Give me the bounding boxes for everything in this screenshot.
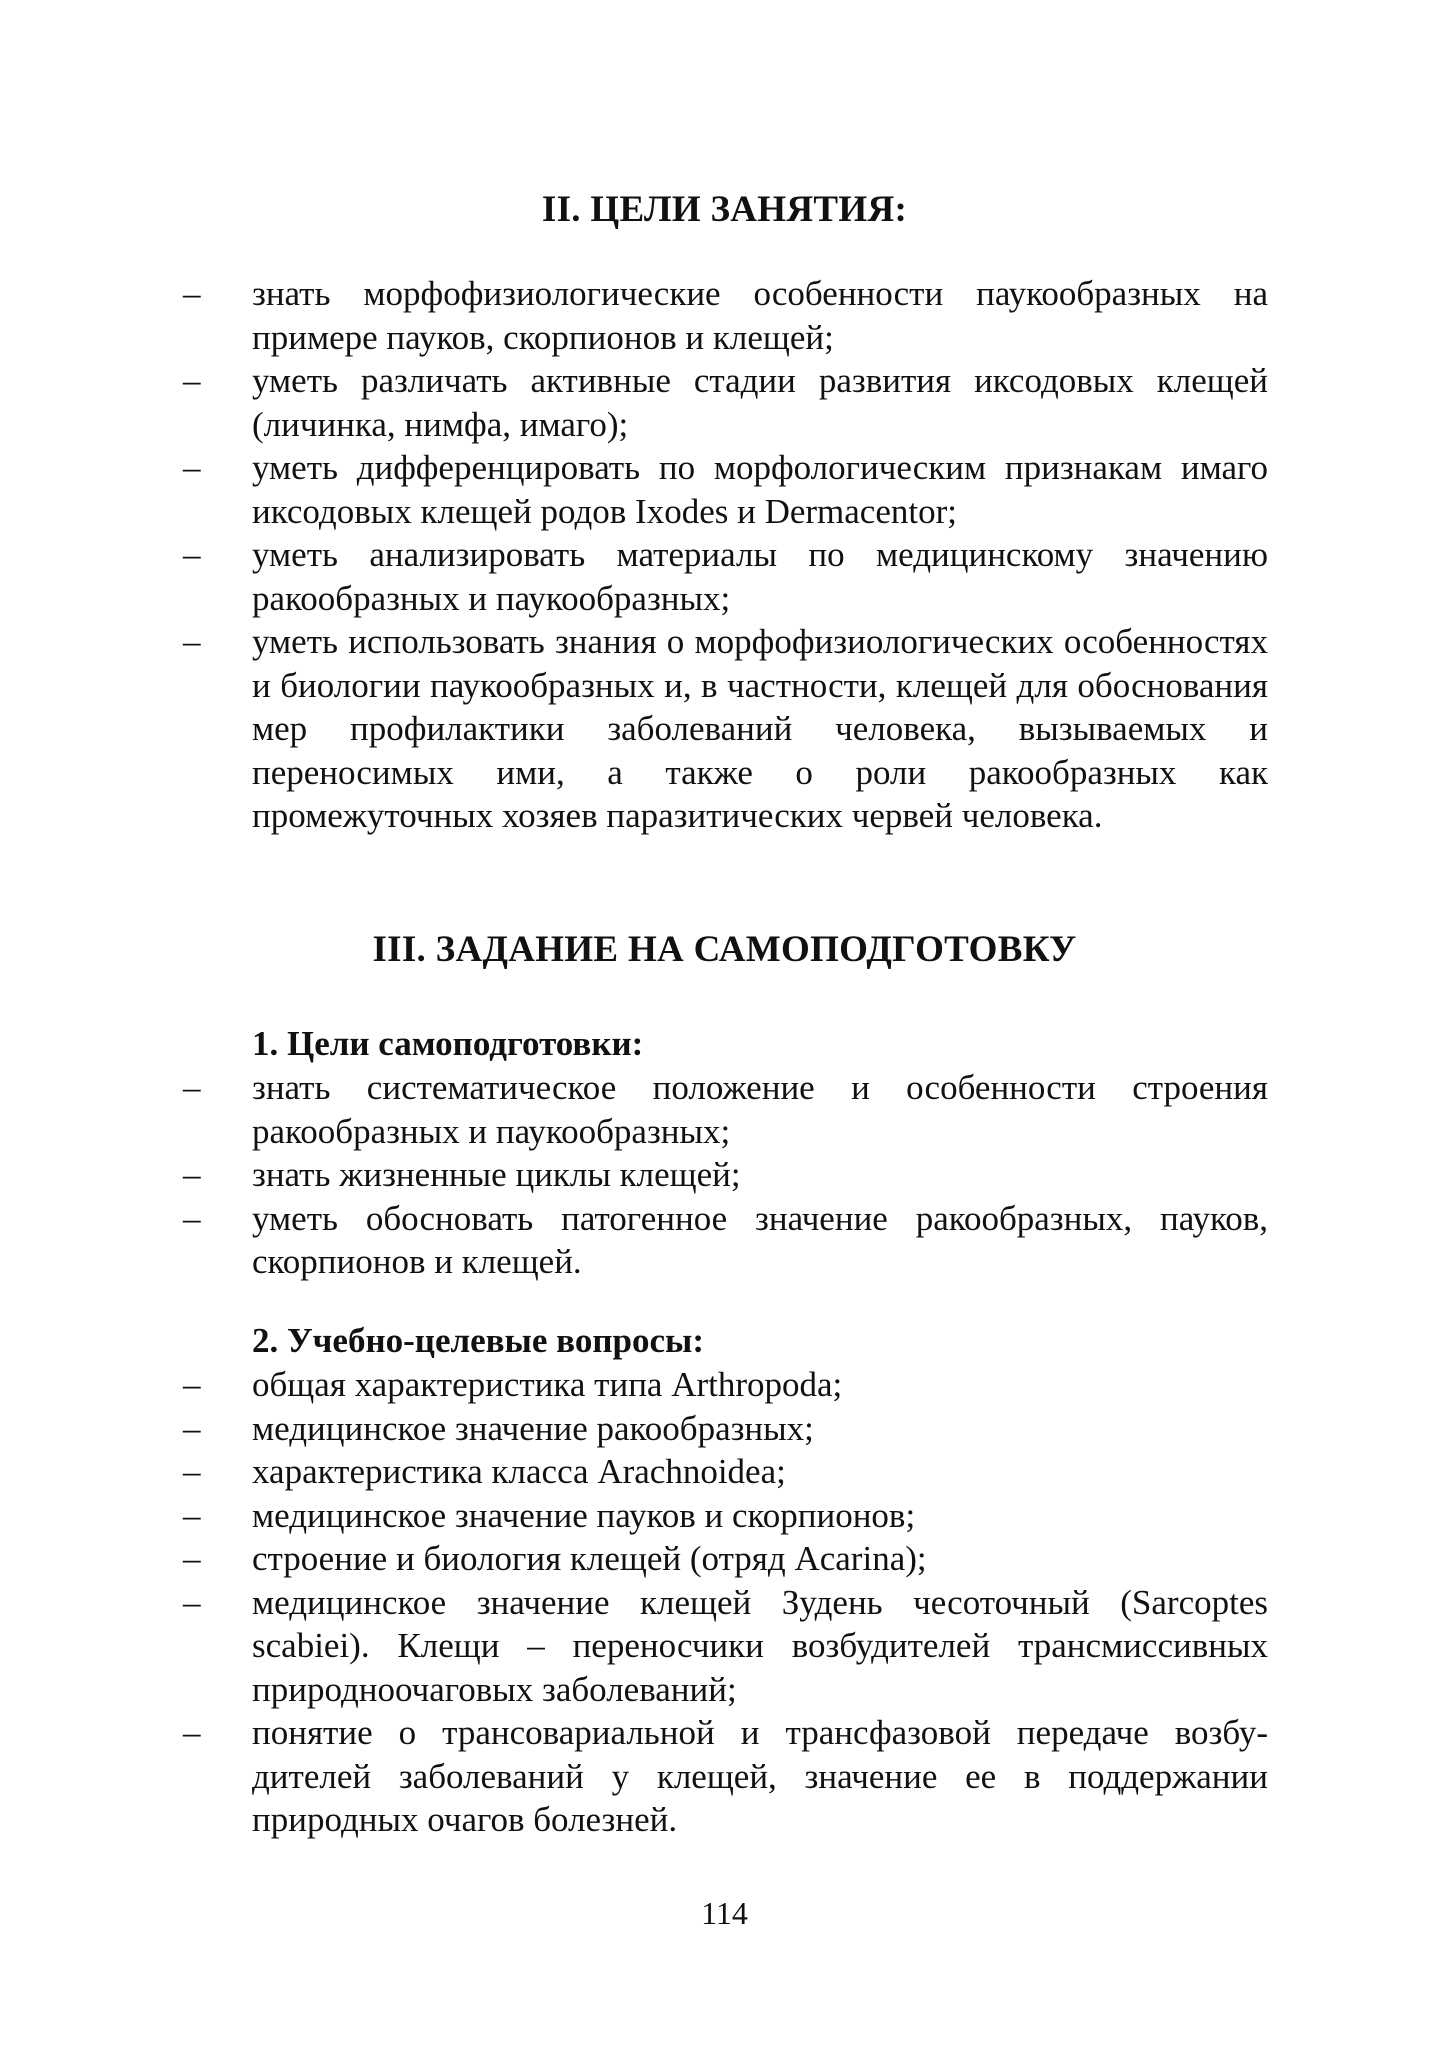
list-item-text: уметь анализировать материалы по медицинскому значению ракообразных и паукообразных; bbox=[252, 535, 1268, 618]
bullet-dash: – bbox=[183, 1539, 201, 1578]
list-item bbox=[0, 1711, 1268, 1842]
section-3-title: III. ЗАДАНИЕ НА САМОПОДГОТОВКУ bbox=[372, 929, 1077, 970]
list-item-text: знать систематическое положение и особенности строения ракообразных и паукообразных; bbox=[252, 1068, 1268, 1151]
bullet-dash: – bbox=[183, 1495, 201, 1535]
list-item-text: строение и биология клещей (отряд Acarina); bbox=[252, 1539, 927, 1578]
self-prep-goals-list bbox=[0, 1066, 1268, 1284]
list-item bbox=[0, 1537, 1268, 1581]
page-number: 114 bbox=[701, 1895, 748, 1931]
bullet-dash: – bbox=[183, 1408, 201, 1448]
bullet-dash: – bbox=[183, 448, 201, 487]
list-item-text: уметь использовать знания о морфофизиологических особенностях и биологии паукообразных и, в частности, клещей для обоснования мер профилактики заболеваний человека, вызываемых и переносимых ими, а также о роли ракообразных как промежуточных хозяев паразитических червей человека. bbox=[252, 622, 1268, 835]
list-item bbox=[0, 620, 1268, 838]
bullet-dash: – bbox=[183, 274, 201, 313]
list-item-text: понятие о трансовариальной и трансфазовой передаче возбудителей заболеваний у клещей, значение ее в поддержании природных очагов болезней. bbox=[252, 1713, 1268, 1839]
list-item bbox=[0, 1197, 1268, 1284]
bullet-dash: – bbox=[183, 622, 201, 661]
bullet-dash: – bbox=[183, 1713, 201, 1752]
bullet-dash: – bbox=[183, 1365, 201, 1404]
list-item-text: медицинское значение клещей Зудень чесоточный (Sarcoptes scabiei). Клещи – переносчики возбудителей трансмиссивных природноочаговых заболеваний; bbox=[252, 1582, 1268, 1709]
list-item bbox=[0, 533, 1268, 620]
bullet-dash: – bbox=[183, 1198, 201, 1238]
list-item bbox=[0, 446, 1268, 533]
list-item-text: уметь обосновать патогенное значение ракообразных, пауков, скорпионов и клещей. bbox=[252, 1198, 1268, 1281]
list-item bbox=[0, 359, 1268, 446]
list-item-text: знать жизненные циклы клещей; bbox=[252, 1155, 741, 1194]
bullet-dash: – bbox=[183, 361, 201, 400]
bullet-dash: – bbox=[183, 1068, 201, 1107]
bullet-dash: – bbox=[183, 1452, 201, 1491]
study-questions-list bbox=[0, 1363, 1268, 1842]
bullet-dash: – bbox=[183, 1582, 201, 1622]
section-2-title: II. ЦЕЛИ ЗАНЯТИЯ: bbox=[541, 189, 908, 230]
list-item bbox=[0, 1450, 1268, 1494]
list-item-text: знать морфофизиологические особенности паукообразных на примере пауков, скорпионов и клещей; bbox=[252, 274, 1268, 357]
list-item-text: характеристика класса Arachnoidea; bbox=[252, 1452, 786, 1491]
list-item bbox=[0, 1407, 1268, 1451]
section-2-goals-list bbox=[0, 272, 1268, 838]
list-item bbox=[0, 1153, 1268, 1197]
bullet-dash: – bbox=[183, 1155, 201, 1194]
list-item bbox=[0, 1581, 1268, 1712]
study-questions-heading: 2. Учебно-целевые вопросы: bbox=[252, 1321, 704, 1360]
bullet-dash: – bbox=[183, 535, 201, 574]
list-item bbox=[0, 1494, 1268, 1538]
list-item bbox=[0, 1363, 1268, 1407]
list-item-text: медицинское значение пауков и скорпионов; bbox=[252, 1495, 916, 1535]
list-item-text: уметь дифференцировать по морфологическим признакам имаго иксодовых клещей родов Ixodes и Dermacentor; bbox=[252, 448, 1268, 531]
self-prep-goals-heading: 1. Цели самоподготовки: bbox=[252, 1024, 644, 1063]
list-item-text: общая характеристика типа Arthropoda; bbox=[252, 1365, 843, 1404]
list-item-text: медицинское значение ракообразных; bbox=[252, 1408, 814, 1448]
list-item bbox=[0, 272, 1268, 359]
list-item-text: уметь различать активные стадии развития иксодовых клещей (личинка, нимфа, имаго); bbox=[252, 361, 1268, 444]
list-item bbox=[0, 1066, 1268, 1153]
